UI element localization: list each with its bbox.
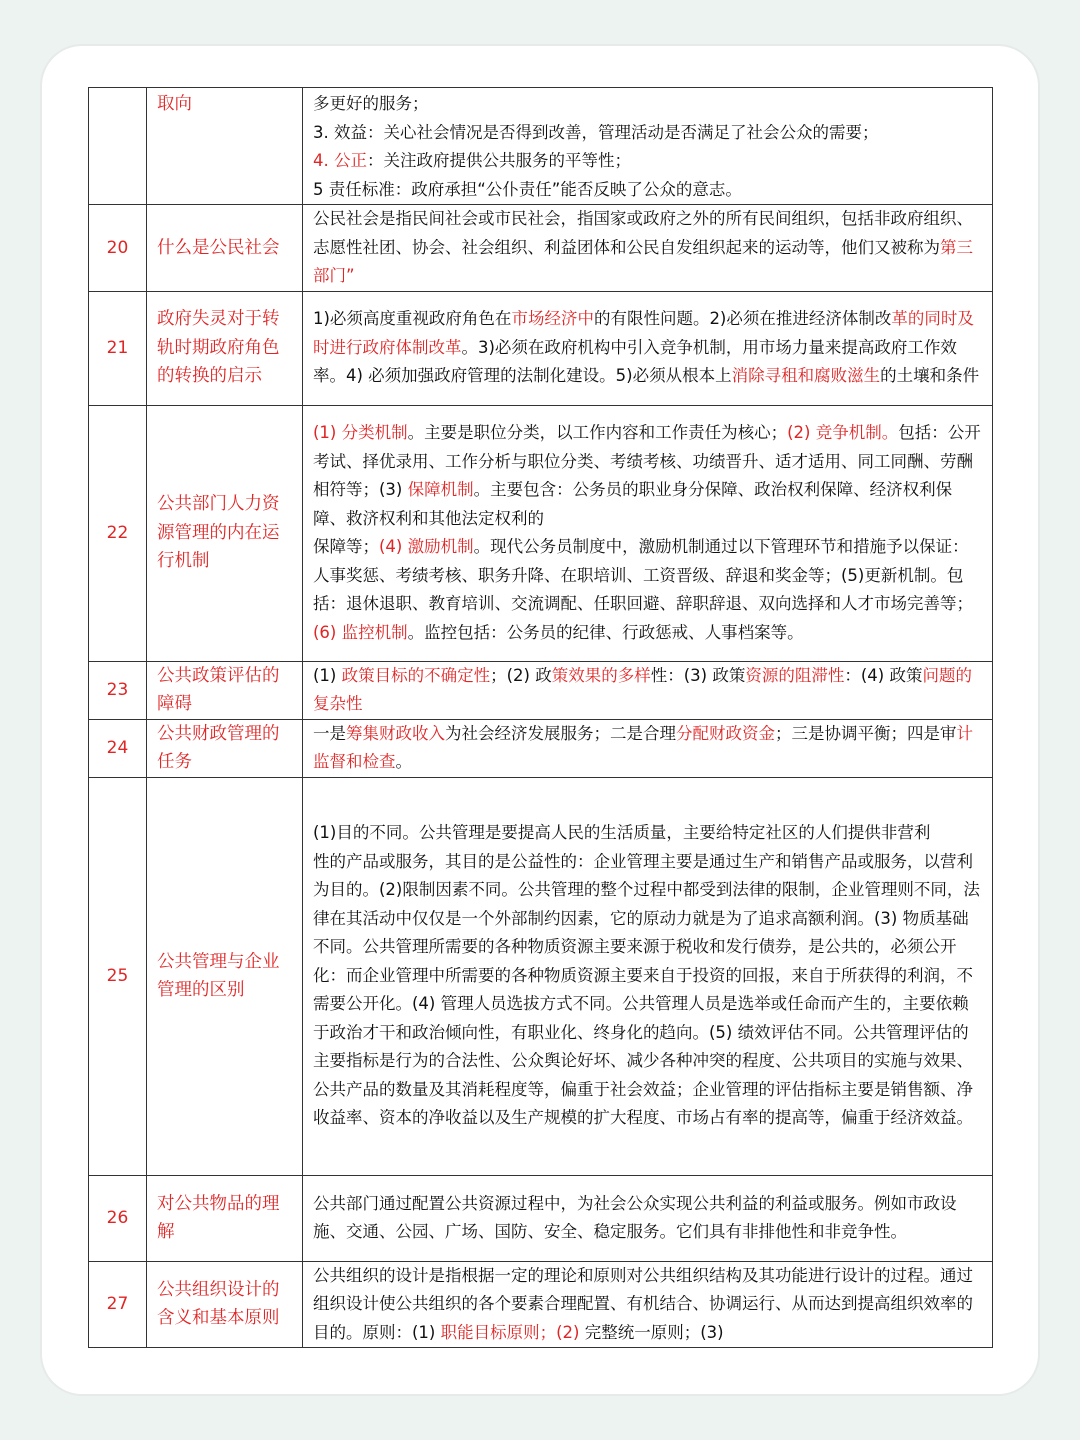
answer-paragraph — [313, 176, 984, 205]
highlight-text: 问题的复杂性 — [313, 665, 972, 713]
answer-text: 的土壤和条件 — [880, 366, 980, 386]
answer-text: ：关注政府提供公共服务的平等性； — [367, 151, 631, 170]
answer-text: 1)必须高度重视政府角色在 — [313, 309, 512, 329]
table-row — [89, 88, 993, 205]
answer-paragraph — [313, 419, 984, 533]
answer-text: 公共部门通过配置公共资源过程中，为社会公众实现公共利益的利益或服务。例如市政设施、交通、公园、广场、国防、安全、稳定服务。它们具有非排他性和非竞争性。 — [313, 1193, 957, 1241]
highlight-text: 职能目标原则；(2) — [440, 1322, 580, 1342]
answer-paragraph — [313, 533, 984, 647]
answer-text: ：(4) 政策 — [844, 665, 923, 685]
question-cell: 公共财政管理的任务 — [147, 719, 303, 777]
row-number: 26 — [89, 1175, 147, 1261]
row-number: 23 — [89, 661, 147, 719]
answer-text: 。监控包括：公务员的纪律、行政惩戒、人事档案等。 — [407, 622, 804, 642]
answer-text: 。现代公务员制度中，激励机制通过以下管理环节和措施予以保证：人事奖惩、考绩考核、职务升降、在职培训、工资晋级、辞退和奖金等；(5)更新机制。包括：退休退职、教育培训、交流调配、任职回避、辞职辞退、双向选择和人才市场完善等； — [313, 537, 973, 613]
row-number: 25 — [89, 777, 147, 1175]
highlight-text: 保障机制 — [407, 480, 474, 499]
highlight-text: 消除寻租和腐败滋生 — [731, 366, 881, 386]
answer-cell — [303, 719, 993, 777]
highlight-text: (4) 激励机制 — [379, 537, 474, 556]
question-cell: 取向 — [147, 88, 303, 205]
highlight-text: 市场经济中 — [511, 309, 594, 329]
table-row — [89, 291, 993, 405]
table-row — [89, 1261, 993, 1348]
table-row — [89, 405, 993, 661]
answer-text: 公民社会是指民间社会或市民社会，指国家或政府之外的所有民间组织，包括非政府组织、志愿性社团、协会、社会组织、利益团体和公民自发组织起来的运动等，他们又被称为 — [313, 209, 973, 257]
answer-text: 多更好的服务； — [313, 94, 429, 113]
answer-paragraph — [313, 205, 984, 291]
answer-text: (1) — [313, 665, 342, 685]
answer-text: 包括：公开考试、择优录用、工作分析与职位分类、考绩考核、功绩晋升、适才适用、同工同酬、劳酬相符等；(3) — [313, 423, 981, 499]
answer-text: 完整统一原则；(3) — [579, 1322, 724, 1342]
highlight-text: 第三部门” — [313, 237, 973, 285]
answer-paragraph — [313, 90, 984, 119]
qa-table — [88, 87, 993, 1348]
table-row — [89, 661, 993, 719]
answer-cell — [303, 1175, 993, 1261]
table-row — [89, 719, 993, 777]
answer-cell — [303, 405, 993, 661]
table-row — [89, 205, 993, 292]
answer-text: 5 责任标准：政府承担“公仆责任”能否反映了公众的意志。 — [313, 179, 742, 199]
question-cell: 公共管理与企业管理的区别 — [147, 777, 303, 1175]
question-cell: 对公共物品的理解 — [147, 1175, 303, 1261]
highlight-text: 政策目标的不确定性 — [341, 665, 491, 685]
answer-text: ；(2) 政 — [490, 665, 552, 685]
highlight-text: 革的同时及时进行政府体制改革 — [313, 309, 974, 357]
answer-paragraph — [313, 147, 984, 176]
answer-text: 。主要是职位分类，以工作内容和工作责任为核心； — [407, 423, 788, 442]
answer-paragraph — [313, 819, 984, 848]
highlight-text: 资源的阻滞性 — [745, 665, 845, 685]
row-number: 27 — [89, 1261, 147, 1348]
answer-cell — [303, 1261, 993, 1348]
answer-text: 的有限性问题。2)必须在推进经济体制改 — [593, 309, 892, 329]
answer-paragraph — [313, 1190, 984, 1247]
answer-text: 公共组织的设计是指根据一定的理论和原则对公共组织结构及其功能进行设计的过程。通过组织设计使公共组织的各个要素合理配置、有机结合、协调运行、从而达到提高组织效率的目的。原则：(1) — [313, 1265, 973, 1342]
highlight-text: 策效果的多样 — [551, 665, 651, 685]
answer-text: ；三是协调平衡；四是审 — [775, 723, 957, 743]
highlight-text: 计监督和检查 — [313, 723, 973, 771]
answer-text: (1)目的不同。公共管理是要提高人民的生活质量，主要给特定社区的人们提供非营利 — [313, 823, 931, 843]
question-cell: 公共部门人力资源管理的内在运行机制 — [147, 405, 303, 661]
question-cell: 公共政策评估的障碍 — [147, 661, 303, 719]
row-number — [89, 88, 147, 205]
answer-text: 3. 效益：关心社会情况是否得到改善，管理活动是否满足了社会公众的需要； — [313, 122, 879, 142]
row-number: 21 — [89, 291, 147, 405]
row-number: 24 — [89, 719, 147, 777]
answer-text: 保障等； — [313, 537, 379, 556]
answer-text: 为社会经济发展服务；二是合理 — [445, 723, 676, 743]
answer-text: 。3)必须在政府机构中引入竞争机制，用市场力量来提高政府工作效率。4) 必须加强政府管理的法制化建设。5)必须从根本上 — [313, 337, 957, 386]
answer-paragraph — [313, 305, 984, 391]
answer-cell — [303, 88, 993, 205]
highlight-text: (1) 分类机制 — [313, 423, 408, 442]
answer-cell — [303, 291, 993, 405]
table-row — [89, 1175, 993, 1261]
answer-text: 性：(3) 政策 — [650, 665, 746, 685]
highlight-text: (2) 竞争机制。 — [787, 423, 899, 442]
answer-cell — [303, 661, 993, 719]
question-cell: 什么是公民社会 — [147, 205, 303, 292]
answer-text: 一是 — [313, 723, 346, 743]
answer-paragraph — [313, 720, 984, 777]
answer-cell — [303, 777, 993, 1175]
row-number: 20 — [89, 205, 147, 292]
answer-paragraph — [313, 848, 984, 1133]
answer-text: 。主要包含：公务员的职业身分保障、政治权利保障、经济权利保障、救济权利和其他法定权利的 — [313, 480, 953, 528]
table-row — [89, 777, 993, 1175]
answer-cell — [303, 205, 993, 292]
answer-paragraph — [313, 1262, 984, 1348]
highlight-text: 分配财政资金 — [676, 723, 775, 743]
highlight-text: 4. 公正 — [313, 151, 367, 170]
answer-text: 。 — [395, 752, 412, 771]
question-cell: 公共组织设计的含义和基本原则 — [147, 1261, 303, 1348]
answer-text: 性的产品或服务，其目的是公益性的：企业管理主要是通过生产和销售产品或服务，以营利为目的。(2)限制因素不同。公共管理的整个过程中都受到法律的限制，企业管理则不同，法律在其活动中仅仅是一个外部制约因素，它的原动力就是为了追求高额利润。(3) 物质基础不同。公共管理所需要的各种物质资源主要来源于税收和发行债券，是公共的，必须公开化：而企业管理中所需要的各种物质资源主要来自于投资的回报，来自于所获得的利润，不需要公开化。(4) 管理人员选拔方式不同。公共管理人员是选举或任命而产生的，主要依赖于政治才干和政治倾向性，有职业化、终身化的趋向。(5) 绩效评估不同。公共管理评估的主要指标是行为的合法性、公众舆论好坏、减少各种冲突的程度、公共项目的实施与效果、公共产品的数量及其消耗程度等，偏重于社会效益；企业管理的评估指标主要是销售额、净收益率、资本的净收益以及生产规模的扩大程度、市场占有率的提高等，偏重于经济效益。 — [313, 851, 980, 1128]
answer-paragraph — [313, 119, 984, 148]
highlight-text: 筹集财政收入 — [346, 723, 445, 743]
question-cell: 政府失灵对于转轨时期政府角色的转换的启示 — [147, 291, 303, 405]
highlight-text: (6) 监控机制 — [313, 622, 408, 642]
answer-paragraph — [313, 662, 984, 719]
row-number: 22 — [89, 405, 147, 661]
